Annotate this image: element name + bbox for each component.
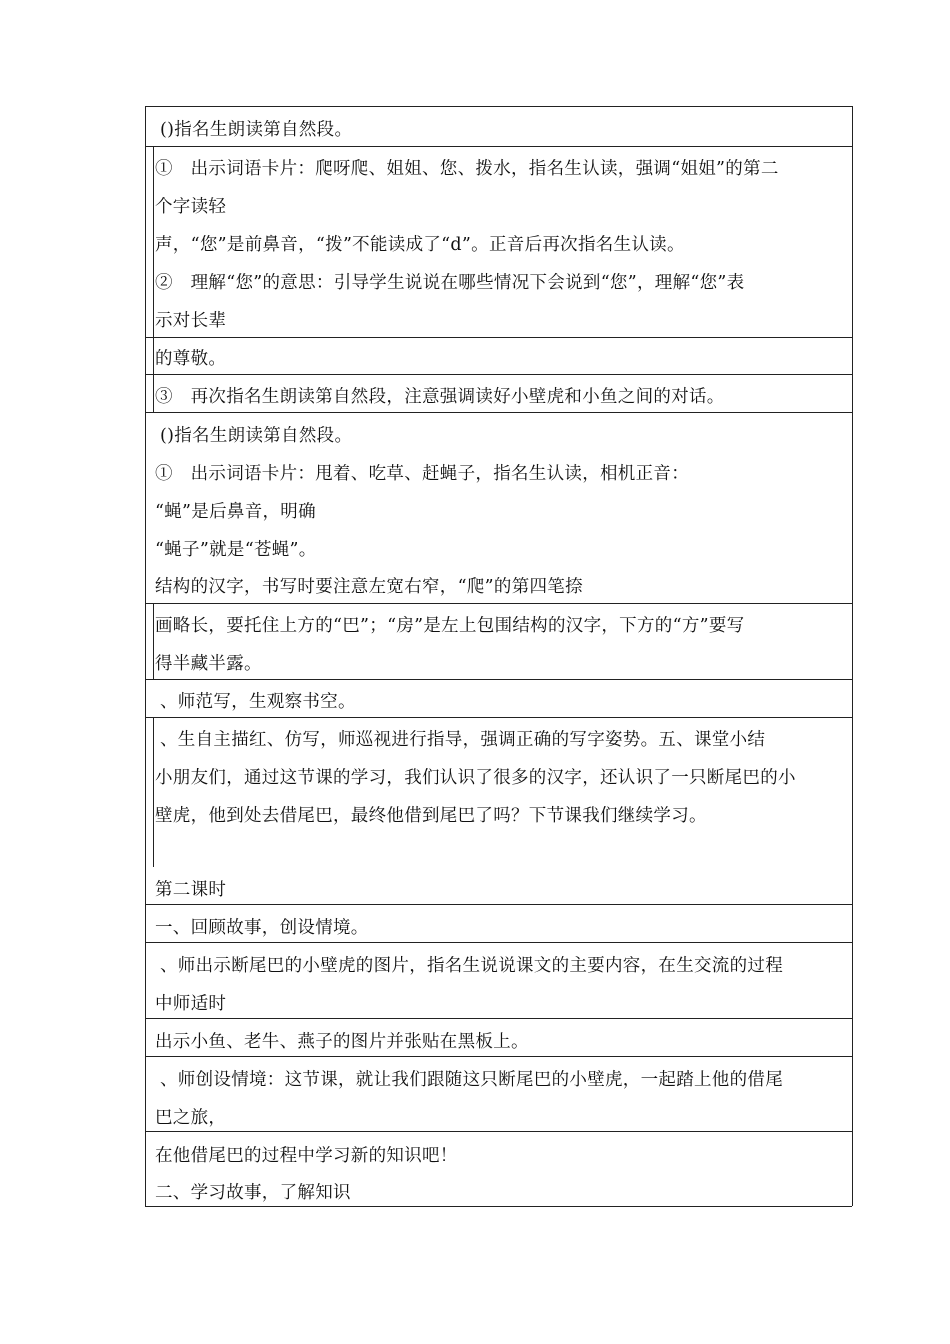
table-border: [145, 146, 852, 147]
text-line: ()指名生朗读第自然段。: [160, 426, 353, 446]
table-border: [852, 106, 853, 1206]
table-border: [145, 106, 852, 107]
text-line: 个字读轻: [155, 197, 227, 217]
table-border: [145, 337, 852, 338]
text-line: 的尊敬。: [155, 349, 227, 369]
text-line: ① 出示词语卡片：甩着、吃草、赶蝇子，指名生认读，相机正音：: [155, 464, 689, 484]
text-line: 第二课时: [155, 880, 227, 900]
text-line: 一、回顾故事，创设情境。: [155, 918, 369, 938]
text-line: 声，“您”是前鼻音，“拨”不能读成了“d”。正音后再次指名生认读。: [155, 235, 685, 255]
table-border: [145, 106, 146, 1206]
text-line: 二、学习故事，了解知识: [155, 1183, 351, 1203]
table-border: [145, 904, 852, 905]
text-line: 出示小鱼、老牛、燕子的图片并张贴在黑板上。: [155, 1032, 529, 1052]
table-border: [145, 942, 852, 943]
table-border: [153, 146, 154, 374]
text-line: “蝇子”就是“苍蝇”。: [155, 540, 317, 560]
text-line: ()指名生朗读第自然段。: [160, 120, 353, 140]
table-border: [145, 412, 852, 413]
table-border: [153, 374, 154, 412]
text-line: 小朋友们，通过这节课的学习，我们认识了很多的汉字，还认识了一只断尾巴的小: [155, 768, 796, 788]
text-line: 在他借尾巴的过程中学习新的知识吧！: [155, 1146, 458, 1166]
text-line: 结构的汉字，书写时要注意左宽右窄，“爬”的第四笔捺: [155, 577, 583, 597]
text-line: 、师范写，生观察书空。: [160, 692, 356, 712]
table-border: [153, 717, 154, 867]
text-line: ① 出示词语卡片：爬呀爬、姐姐、您、拨水，指名生认读，强调“姐姐”的第二: [155, 159, 779, 179]
text-line: “蝇”是后鼻音，明确: [155, 502, 316, 522]
table-border: [153, 603, 154, 679]
table-border: [145, 1056, 852, 1057]
text-line: ③ 再次指名生朗读第自然段，注意强调读好小壁虎和小鱼之间的对话。: [155, 387, 725, 407]
text-line: 、师创设情境：这节课，就让我们跟随这只断尾巴的小壁虎，一起踏上他的借尾: [160, 1070, 783, 1090]
table-border: [145, 717, 852, 718]
table-border: [145, 1018, 852, 1019]
table-border: [145, 1206, 852, 1207]
text-line: 示对长辈: [155, 311, 227, 331]
table-border: [145, 679, 852, 680]
text-line: 壁虎，他到处去借尾巴，最终他借到尾巴了吗？下节课我们继续学习。: [155, 806, 707, 826]
table-border: [145, 374, 852, 375]
text-line: 画略长，要托住上方的“巴”；“房”是左上包围结构的汉字，下方的“方”要写: [155, 616, 745, 636]
text-line: ② 理解“您”的意思：引导学生说说在哪些情况下会说到“您”，理解“您”表: [155, 273, 745, 293]
text-line: 中师适时: [155, 994, 227, 1014]
text-line: 、生自主描红、仿写，师巡视进行指导，强调正确的写字姿势。五、课堂小结: [160, 730, 766, 750]
text-line: 巴之旅，: [155, 1108, 227, 1128]
table-border: [145, 1131, 852, 1132]
text-line: 、师出示断尾巴的小壁虎的图片，指名生说说课文的主要内容，在生交流的过程: [160, 956, 783, 976]
table-border: [145, 603, 852, 604]
text-line: 得半藏半露。: [155, 654, 262, 674]
